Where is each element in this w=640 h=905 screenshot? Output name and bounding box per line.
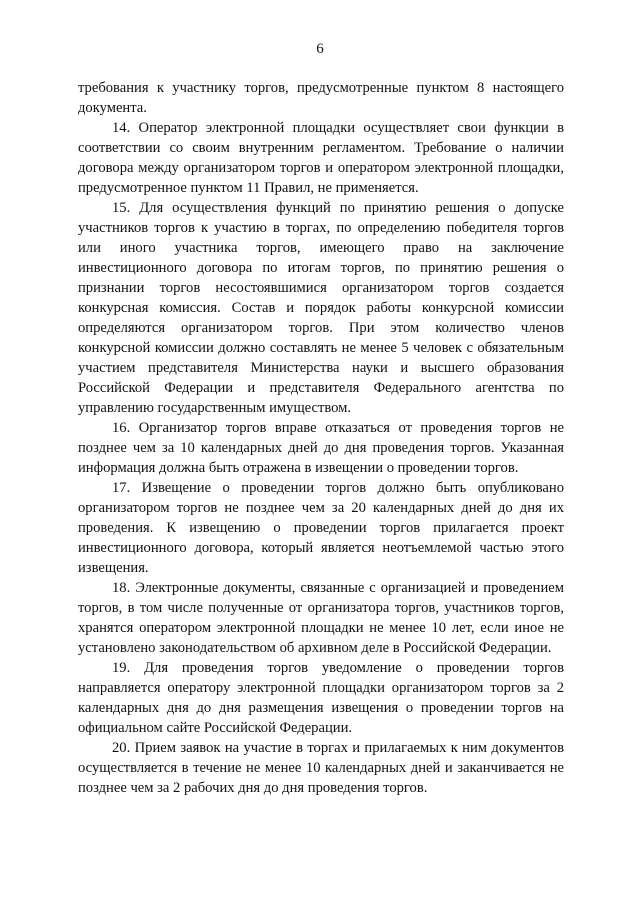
paragraph-15: 15. Для осуществления функций по принятию решения о допуске участников торгов к участию в торгах, по определению победителя торгов или иного участника торгов, имеющего право на заключение инвестиционного договора по итогам торгов, по принятию решения о признании торгов несостоявшимися организатором торгов создается конкурсная комиссия. Состав и порядок работы конкурсной комиссии определяются организатором торгов. При этом количество членов конкурсной комиссии должно составлять не менее 5 человек с обязательным участием представителя Министерства науки и высшего образования Российской Федерации и представителя Федерального агентства по управлению государственным имуществом. — [78, 200, 564, 416]
paragraph-16: 16. Организатор торгов вправе отказаться от проведения торгов не позднее чем за 10 календарных дней до дня проведения торгов. Указанная информация должна быть отражена в извещении о проведении торгов. — [78, 420, 564, 476]
paragraph-continuation: требования к участнику торгов, предусмотренные пунктом 8 настоящего документа. — [78, 80, 564, 116]
paragraph-19: 19. Для проведения торгов уведомление о проведении торгов направляется оператору электронной площадки организатором торгов за 2 календарных дня до дня размещения извещения о проведении торгов на официальном сайте Российской Федерации. — [78, 660, 564, 736]
page-number: 6 — [316, 41, 324, 57]
paragraph-20: 20. Прием заявок на участие в торгах и прилагаемых к ним документов осуществляется в течение не менее 10 календарных дней и заканчивается не позднее чем за 2 рабочих дня до дня проведения торгов. — [78, 740, 564, 796]
paragraph-14: 14. Оператор электронной площадки осуществляет свои функции в соответствии со своим внутренним регламентом. Требование о наличии договора между организатором торгов и оператором электронной площадки, предусмотренное пунктом 11 Правил, не применяется. — [78, 120, 564, 196]
paragraph-18: 18. Электронные документы, связанные с организацией и проведением торгов, в том числе полученные от организатора торгов, участников торгов, хранятся оператором электронной площадки не менее 10 лет, если иное не установлено законодательством об архивном деле в Российской Федерации. — [78, 580, 564, 656]
document-body — [78, 78, 564, 798]
paragraph-17: 17. Извещение о проведении торгов должно быть опубликовано организатором торгов не позднее чем за 20 календарных дней до дня их проведения. К извещению о проведении торгов прилагается проект инвестиционного договора, который является неотъемлемой частью этого извещения. — [78, 480, 564, 576]
